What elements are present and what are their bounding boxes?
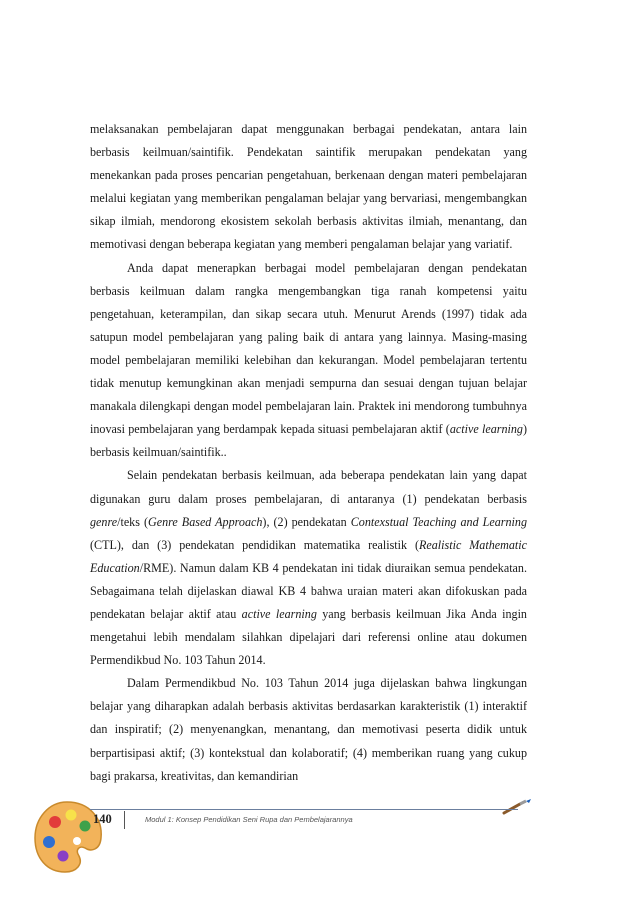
paragraph-text: /RME). Namun dalam KB 4 pendekatan ini tidak diuraikan semua pendekatan. Sebagaimana telah dijelaskan diawal KB 4 bahwa uraian materi akan difokuskan pada pendekatan belajar aktif atau (90, 560, 527, 621)
body-paragraph (90, 257, 527, 465)
italic-text: active learning (449, 422, 523, 437)
paragraph-text: (CTL), dan (3) pendekatan pendidikan matematika realistik ( (90, 537, 419, 552)
paragraph-text: /teks ( (117, 514, 148, 529)
italic-text: active learning (241, 606, 317, 621)
page-footer (0, 798, 638, 902)
paragraph-text: Selain pendekatan berbasis keilmuan, ada beberapa pendekatan lain yang dapat digunakan guru dalam proses pembelajaran, di antaranya (1) pendekatan berbasis (90, 468, 527, 506)
body-paragraph (90, 672, 527, 787)
italic-text: Realistic Mathematic Education (90, 537, 527, 575)
module-title: Modul 1: Konsep Pendidikan Seni Rupa dan Pembelajarannya (145, 815, 353, 824)
page-number (93, 812, 112, 827)
body-paragraph (90, 464, 527, 672)
footer-separator (124, 811, 125, 829)
paragraph-text: yang berbasis keilmuan Jika Anda ingin mengetahui lebih mendalam silahkan dipelajari dari referensi online atau dokumen Permendikbud No. 103 Tahun 2014. (90, 606, 527, 668)
footer-rule (90, 809, 518, 810)
body-paragraph (90, 118, 527, 257)
paragraph-text: ), (2) pendekatan (262, 514, 351, 529)
italic-text: Genre Based Approach (148, 514, 263, 529)
italic-text: genre (90, 514, 118, 529)
italic-text: Contexstual Teaching and Learning (350, 514, 527, 529)
paragraph-text: Dalam Permendikbud No. 103 Tahun 2014 juga dijelaskan bahwa lingkungan belajar yang diharapkan adalah berbasis aktivitas berdasarkan karakteristik (1) interaktif dan inspiratif; (2) menyenangkan, menantang, dan memotivasi peserta didik untuk berpartisipasi aktif; (3) kontekstual dan kolaboratif; (4) memberikan ruang yang cukup bagi prakarsa, kreativitas, dan kemandirian (90, 676, 527, 783)
paragraph-text: ) berbasis keilmuan/saintifik.. (90, 422, 527, 460)
paragraph-text: Anda dapat menerapkan berbagai model pembelajaran dengan pendekatan berbasis keilmuan dalam rangka mengembangkan tiga ranah kompetensi yaitu pengetahuan, keterampilan, dan sikap secara utuh. Menurut Arends (1997) tidak ada satupun model pembelajaran yang paling baik di antara yang lainnya. Masing-masing model pembelajaran memiliki kelebihan dan kekurangan. Model pembelajaran tertentu tidak menutup kemungkinan akan menjadi sempurna dan sesuai dengan tujuan belajar manakala dilengkapi dengan model pembelajaran lain. Praktek ini mendorong tumbuhnya inovasi pembelajaran yang berdampak kepada situasi pembelajaran aktif ( (90, 260, 527, 437)
paintbrush-icon (502, 798, 532, 816)
page-number-value: 140 (93, 812, 112, 826)
paragraph-text: melaksanakan pembelajaran dapat menggunakan berbagai pendekatan, antara lain berbasis keilmuan/saintifik. Pendekatan saintifik merupakan pendekatan yang menekankan pada proses pencarian pengetahuan, berkenaan dengan materi pembelajaran melalui kegiatan yang memberikan pengalaman belajar yang bervariasi, mengembangkan sikap ilmiah, mendorong ekosistem sekolah berbasis aktivitas ilmiah, menantang, dan memotivasi dengan beberapa kegiatan yang memberi pengalaman belajar yang variatif. (90, 122, 527, 252)
page-body (90, 118, 527, 788)
